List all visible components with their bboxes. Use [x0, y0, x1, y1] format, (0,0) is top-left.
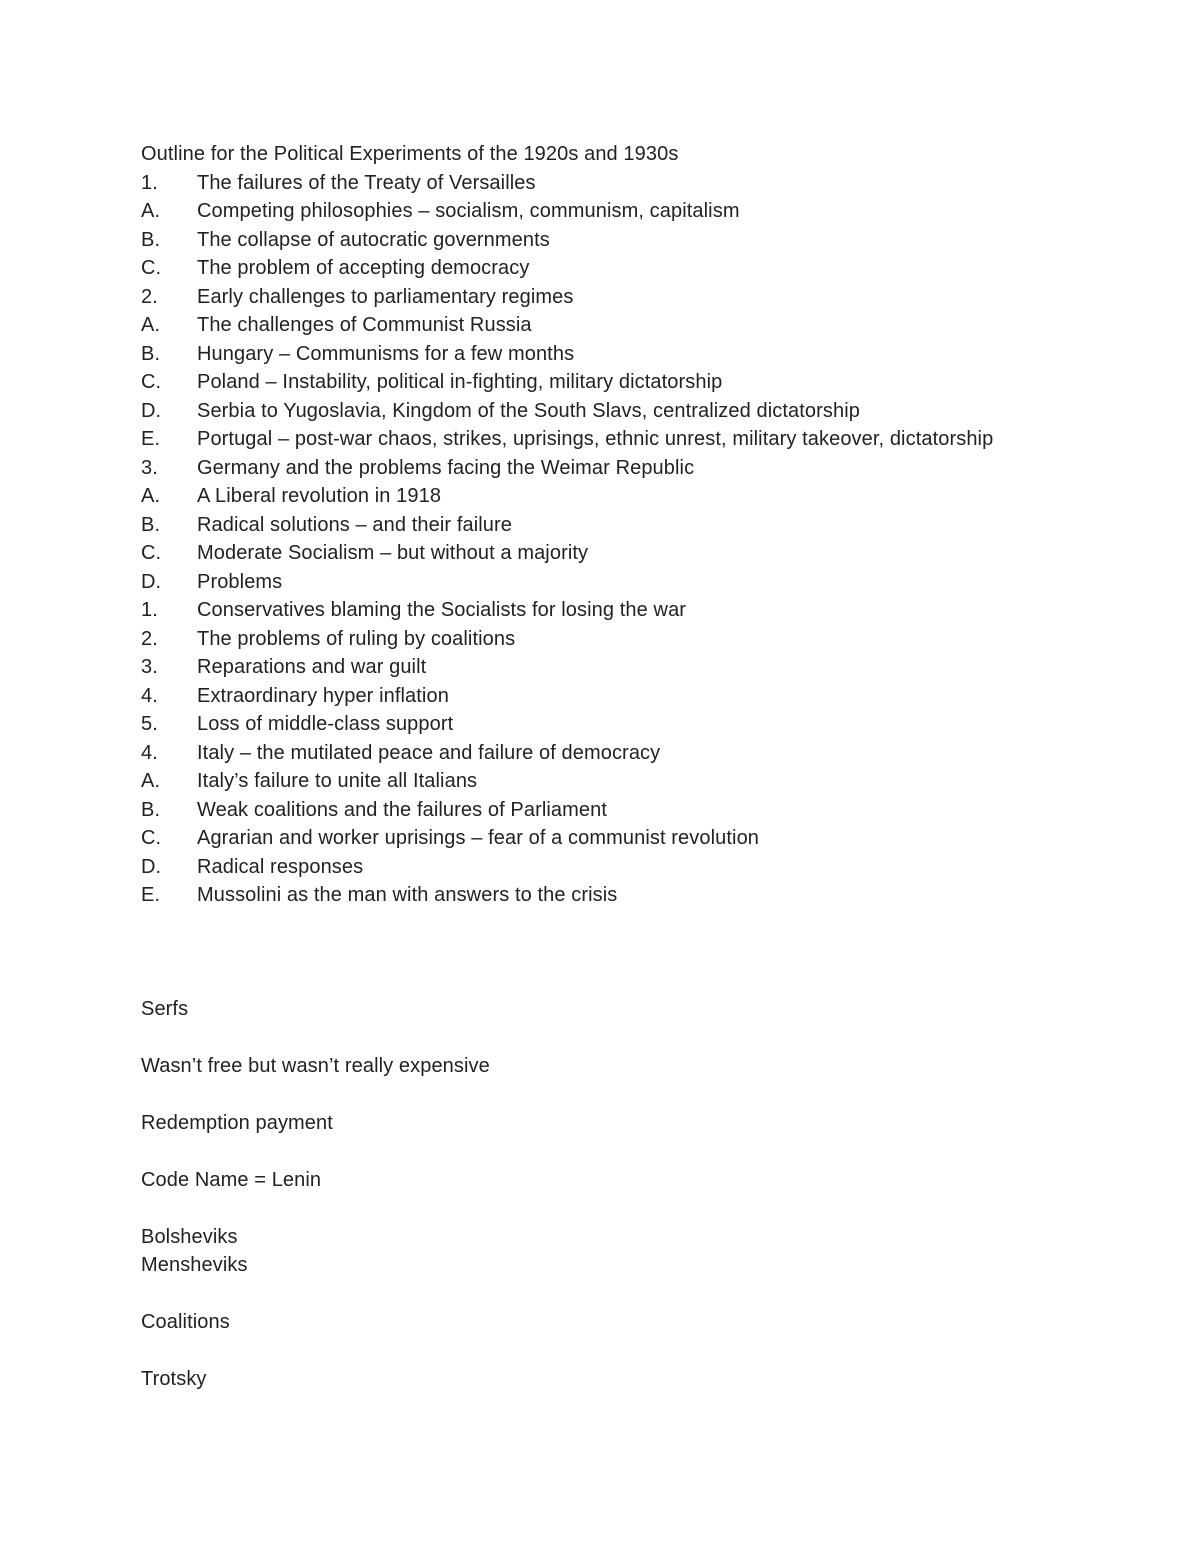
outline-marker: 2. — [141, 627, 158, 650]
outline-item — [141, 368, 1141, 397]
outline-item — [141, 311, 1141, 340]
outline-text: Problems — [197, 570, 283, 593]
outline-item — [141, 397, 1141, 426]
outline-text: Conservatives blaming the Socialists for losing the war — [197, 599, 687, 621]
outline-text: Mussolini as the man with answers to the crisis — [197, 884, 618, 906]
outline-marker: B. — [141, 798, 161, 821]
note-trotsky: Trotsky — [141, 1368, 207, 1390]
outline-marker: 4. — [141, 684, 158, 707]
note-redemption-payment: Redemption payment — [141, 1111, 333, 1134]
outline-item — [141, 425, 1141, 454]
outline-item — [141, 853, 1141, 882]
outline-text: Serbia to Yugoslavia, Kingdom of the South Slavs, centralized dictatorship — [197, 399, 860, 422]
outline-text: Weak coalitions and the failures of Parliament — [197, 798, 607, 821]
outline-marker: D. — [141, 855, 162, 878]
outline-marker: C. — [141, 827, 162, 849]
outline-marker: 1. — [141, 171, 158, 194]
outline-item — [141, 340, 1141, 369]
outline-item — [141, 881, 1141, 910]
outline-marker: C. — [141, 257, 162, 279]
outline-item — [141, 625, 1141, 654]
outline-marker: 3. — [141, 656, 158, 678]
note-not-free: Wasn’t free but wasn’t really expensive — [141, 1054, 490, 1077]
document-title: Outline for the Political Experiments of the 1920s and 1930s — [141, 143, 679, 165]
outline-item — [141, 454, 1141, 483]
outline-item — [141, 539, 1141, 568]
outline-text: Germany and the problems facing the Weimar Republic — [197, 456, 695, 479]
outline-marker: A. — [141, 770, 161, 792]
note-factions — [141, 1223, 1141, 1280]
outline-marker: B. — [141, 342, 161, 365]
outline-text: Loss of middle-class support — [197, 713, 454, 735]
note-code-name: Code Name = Lenin — [141, 1168, 322, 1191]
notes-section — [141, 995, 1141, 1394]
outline-text: Portugal – post-war chaos, strikes, uprisings, ethnic unrest, military takeover, dictatorship — [197, 428, 994, 450]
outline-text: The problems of ruling by coalitions — [197, 627, 516, 650]
note-bolsheviks: Bolsheviks — [141, 1225, 238, 1248]
outline-marker: 4. — [141, 741, 158, 764]
outline-list — [141, 169, 1141, 910]
outline-item — [141, 482, 1141, 511]
outline-text: Italy – the mutilated peace and failure of democracy — [197, 741, 661, 764]
outline-marker: A. — [141, 485, 161, 507]
outline-item — [141, 226, 1141, 255]
outline-item — [141, 596, 1141, 625]
outline-item — [141, 254, 1141, 283]
outline-text: Moderate Socialism – but without a majority — [197, 542, 589, 564]
outline-item — [141, 568, 1141, 597]
outline-item — [141, 682, 1141, 711]
outline-marker: 5. — [141, 713, 158, 735]
note-serfs: Serfs — [141, 997, 189, 1020]
outline-text: The problem of accepting democracy — [197, 257, 530, 279]
outline-item — [141, 197, 1141, 226]
outline-marker: D. — [141, 399, 162, 422]
outline-item — [141, 767, 1141, 796]
outline-marker: D. — [141, 570, 162, 593]
outline-text: Reparations and war guilt — [197, 656, 427, 678]
outline-text: Competing philosophies – socialism, communism, capitalism — [197, 200, 740, 222]
outline-text: The challenges of Communist Russia — [197, 314, 532, 336]
note-mensheviks: Mensheviks — [141, 1254, 248, 1276]
outline-marker: A. — [141, 314, 161, 336]
outline-marker: E. — [141, 428, 161, 450]
note-coalitions: Coalitions — [141, 1311, 230, 1333]
outline-text: Poland – Instability, political in-fighting, military dictatorship — [197, 371, 723, 393]
outline-item — [141, 283, 1141, 312]
outline-marker: B. — [141, 228, 161, 251]
outline-marker: C. — [141, 542, 162, 564]
outline-text: The failures of the Treaty of Versailles — [197, 171, 536, 194]
outline-text: Agrarian and worker uprisings – fear of a communist revolution — [197, 827, 760, 849]
outline-text: Italy’s failure to unite all Italians — [197, 770, 478, 792]
outline-text: Radical responses — [197, 855, 364, 878]
outline-item — [141, 653, 1141, 682]
outline-item — [141, 796, 1141, 825]
outline-marker: 3. — [141, 456, 158, 479]
outline-item — [141, 169, 1141, 198]
outline-item — [141, 824, 1141, 853]
outline-item — [141, 710, 1141, 739]
outline-text: The collapse of autocratic governments — [197, 228, 550, 251]
outline-text: Hungary – Communisms for a few months — [197, 342, 575, 365]
outline-marker: 1. — [141, 599, 158, 621]
outline-text: Radical solutions – and their failure — [197, 513, 512, 536]
outline-item — [141, 511, 1141, 540]
document-body — [141, 140, 1141, 1422]
outline-text: Early challenges to parliamentary regimes — [197, 285, 574, 308]
outline-marker: C. — [141, 371, 162, 393]
outline-marker: 2. — [141, 285, 158, 308]
outline-text: Extraordinary hyper inflation — [197, 684, 449, 707]
outline-marker: E. — [141, 884, 161, 906]
outline-marker: A. — [141, 200, 161, 222]
outline-text: A Liberal revolution in 1918 — [197, 485, 442, 507]
outline-marker: B. — [141, 513, 161, 536]
outline-item — [141, 739, 1141, 768]
